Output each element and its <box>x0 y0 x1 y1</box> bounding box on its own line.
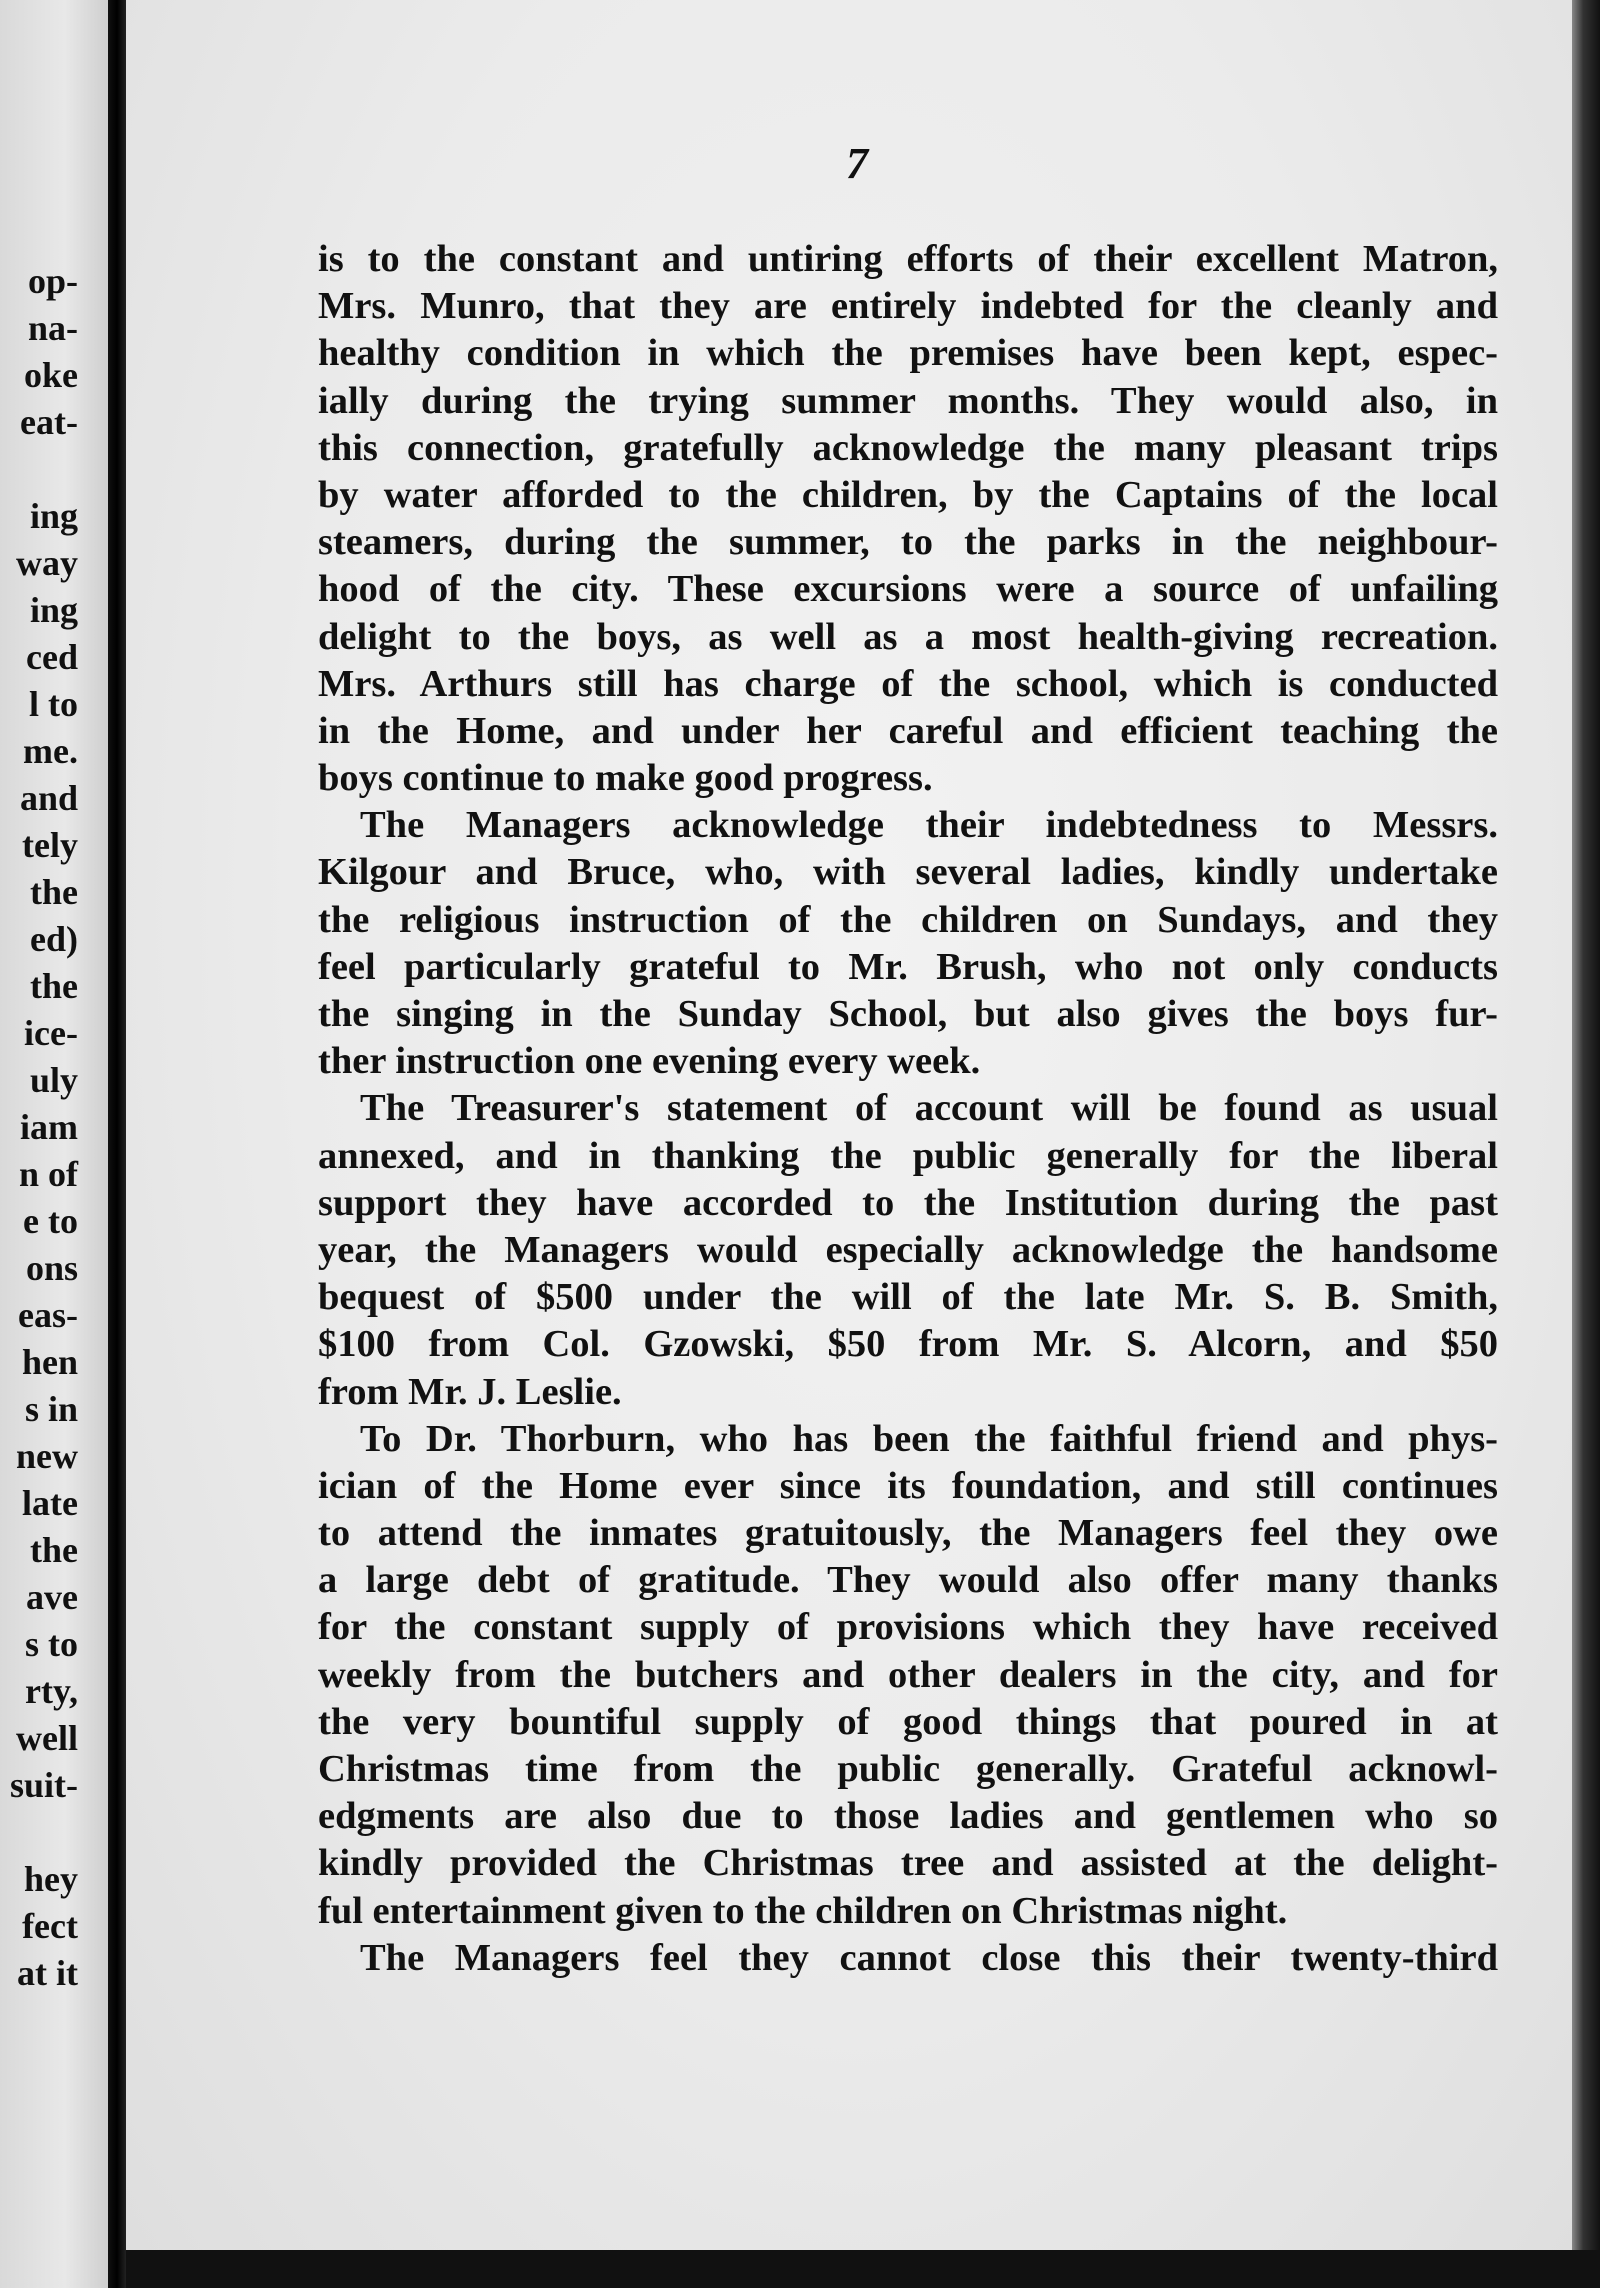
facing-page-fragment-line: hey <box>24 1859 78 1899</box>
text-line-content: by water afforded to the children, by the Captains of the local <box>318 473 1498 516</box>
text-line-content: To Dr. Thorburn, who has been the faithful friend and phys- <box>360 1417 1498 1460</box>
text-line-content: is to the constant and untiring efforts of their excellent Matron, <box>318 238 1498 280</box>
text-line <box>318 1557 1498 1604</box>
text-line-content: ful entertainment given to the children on Christmas night. <box>318 1889 1288 1932</box>
facing-page-fragment-line: ced <box>26 637 78 677</box>
facing-page-fragment-line: ing <box>29 590 78 630</box>
facing-page-fragment-line: eat- <box>20 402 78 442</box>
text-line <box>318 1510 1498 1557</box>
facing-page-fragment-line: me. <box>23 731 78 771</box>
text-line-content: ician of the Home ever since its foundation, and still continues <box>318 1464 1498 1507</box>
text-line <box>318 378 1498 425</box>
text-line-content: The Managers acknowledge their indebtedness to Messrs. <box>360 804 1498 847</box>
text-line <box>318 1793 1498 1840</box>
text-line <box>318 1935 1498 1982</box>
text-line <box>318 897 1498 944</box>
facing-page-fragment-line: at it <box>17 1953 78 1993</box>
text-line-content: The Managers feel they cannot close this their twenty-third <box>360 1936 1498 1979</box>
text-line <box>318 1604 1498 1651</box>
body-text <box>318 236 1498 1982</box>
text-line <box>318 566 1498 613</box>
text-line <box>318 1227 1498 1274</box>
text-line-content: ially during the trying summer months. They would also, in <box>318 379 1498 422</box>
text-line <box>318 519 1498 566</box>
text-line-content: Kilgour and Bruce, who, with several ladies, kindly undertake <box>318 851 1498 894</box>
facing-page-fragment-line: the <box>30 966 78 1006</box>
text-line-content: annexed, and in thanking the public generally for the liberal <box>318 1134 1498 1177</box>
text-line <box>318 1321 1498 1368</box>
text-line-content: bequest of $500 under the will of the late Mr. S. B. Smith, <box>318 1276 1498 1319</box>
facing-page-fragment-line: ons <box>25 1248 78 1288</box>
facing-page-fragment-line: tely <box>22 825 78 865</box>
text-line <box>318 236 1498 283</box>
facing-page-fragment-line: and <box>19 778 78 818</box>
text-line-content: edgments are also due to those ladies and gentlemen who so <box>318 1795 1498 1838</box>
facing-page-fragment <box>0 0 108 2288</box>
text-line-content: Christmas time from the public generally. Grateful acknowl- <box>318 1748 1498 1790</box>
text-line-content: Mrs. Arthurs still has charge of the school, which is conducted <box>318 662 1498 705</box>
text-line-content: support they have accorded to the Institution during the past <box>318 1181 1498 1224</box>
page-edge-right <box>1572 0 1600 2288</box>
facing-page-fragment-line: the <box>30 872 78 912</box>
text-line-content: weekly from the butchers and other dealers in the city, and for <box>318 1653 1498 1696</box>
text-line-content: for the constant supply of provisions which they have received <box>318 1606 1498 1649</box>
facing-page-fragment-line: ing <box>29 496 78 536</box>
facing-page-fragment-line: s to <box>25 1624 78 1664</box>
text-line <box>318 802 1498 849</box>
text-line <box>318 1746 1498 1793</box>
text-line <box>318 472 1498 519</box>
text-line-content: The Treasurer's statement of account will be found as usual <box>360 1087 1498 1130</box>
text-line <box>318 991 1498 1038</box>
facing-page-fragment-line: way <box>16 543 78 583</box>
facing-page-fragment-line: op- <box>27 261 78 301</box>
text-line <box>318 708 1498 755</box>
text-line <box>318 1274 1498 1321</box>
text-line-content: delight to the boys, as well as a most health-giving recreation. <box>318 615 1498 658</box>
facing-page-fragment-line: eas- <box>18 1295 78 1335</box>
facing-page-fragment-line: ed) <box>30 919 78 959</box>
facing-page-fragment-line: oke <box>24 355 78 395</box>
text-line-content: from Mr. J. Leslie. <box>318 1370 622 1413</box>
text-line-content: hood of the city. These excursions were a source of unfailing <box>318 568 1498 611</box>
text-line <box>318 1038 1498 1085</box>
text-line <box>318 1463 1498 1510</box>
facing-page-fragment-line: well <box>16 1718 78 1758</box>
text-line <box>318 425 1498 472</box>
facing-page-fragment-line: l to <box>29 684 78 724</box>
facing-page-fragment-line: new <box>16 1436 78 1476</box>
facing-page-fragment-line: n of <box>18 1154 78 1194</box>
text-line-content: kindly provided the Christmas tree and assisted at the delight- <box>318 1842 1498 1885</box>
text-line <box>318 330 1498 377</box>
text-line-content: ther instruction one evening every week. <box>318 1040 981 1083</box>
text-line <box>318 1085 1498 1132</box>
text-line <box>318 1652 1498 1699</box>
text-line-content: this connection, gratefully acknowledge the many pleasant trips <box>318 426 1498 469</box>
text-line-content: the religious instruction of the children on Sundays, and they <box>318 898 1498 941</box>
page-edge-bottom <box>126 2250 1600 2288</box>
facing-page-fragment-line: the <box>30 1530 78 1570</box>
text-line <box>318 283 1498 330</box>
text-line-content: year, the Managers would especially acknowledge the handsome <box>318 1228 1498 1271</box>
facing-page-fragment-line: suit- <box>9 1765 78 1805</box>
text-line-content: Mrs. Munro, that they are entirely indebted for the cleanly and <box>318 285 1498 328</box>
text-line <box>318 944 1498 991</box>
text-line <box>318 1840 1498 1887</box>
facing-page-fragment-line: ice- <box>24 1013 78 1053</box>
text-line-content: feel particularly grateful to Mr. Brush, who not only conducts <box>318 945 1498 988</box>
facing-page-fragment-line: hen <box>21 1342 78 1382</box>
text-line <box>318 1133 1498 1180</box>
text-line-content: the very bountiful supply of good things that poured in at <box>318 1700 1498 1743</box>
text-line-content: boys continue to make good progress. <box>318 757 933 800</box>
text-line <box>318 755 1498 802</box>
text-line <box>318 1699 1498 1746</box>
text-line <box>318 1888 1498 1935</box>
facing-page-fragment-line: na- <box>27 308 78 348</box>
facing-page-fragment-line <box>10 446 78 493</box>
text-line-content: the singing in the Sunday School, but also gives the boys fur- <box>318 993 1498 1035</box>
text-line-content: a large debt of gratitude. They would also offer many thanks <box>318 1559 1498 1602</box>
book-gutter <box>108 0 126 2288</box>
main-page <box>126 0 1588 2250</box>
text-line-content: to attend the inmates gratuitously, the Managers feel they owe <box>318 1512 1498 1555</box>
facing-page-fragment-line: late <box>22 1483 78 1523</box>
facing-page-fragment-line: fect <box>22 1906 78 1946</box>
page-number: 7 <box>846 139 868 188</box>
facing-page-fragment-line: uly <box>29 1060 78 1100</box>
text-line <box>318 661 1498 708</box>
text-line-content: healthy condition in which the premises have been kept, espec- <box>318 332 1498 375</box>
facing-page-fragment-line: ave <box>26 1577 78 1617</box>
text-line-content: $100 from Col. Gzowski, $50 from Mr. S. Alcorn, and $50 <box>318 1323 1498 1366</box>
text-line <box>318 614 1498 661</box>
facing-page-fragment-line: s in <box>24 1389 78 1429</box>
facing-page-fragment-line: rty, <box>25 1671 78 1711</box>
text-line-content: steamers, during the summer, to the parks in the neighbour- <box>318 521 1498 564</box>
text-line <box>318 1180 1498 1227</box>
text-line <box>318 1369 1498 1416</box>
facing-page-text-fragments <box>10 258 78 1997</box>
facing-page-fragment-line <box>10 1809 78 1856</box>
facing-page-fragment-line: e to <box>23 1201 78 1241</box>
text-line <box>318 1416 1498 1463</box>
text-line <box>318 849 1498 896</box>
facing-page-fragment-line: iam <box>20 1107 78 1147</box>
text-line-content: in the Home, and under her careful and efficient teaching the <box>318 709 1498 752</box>
